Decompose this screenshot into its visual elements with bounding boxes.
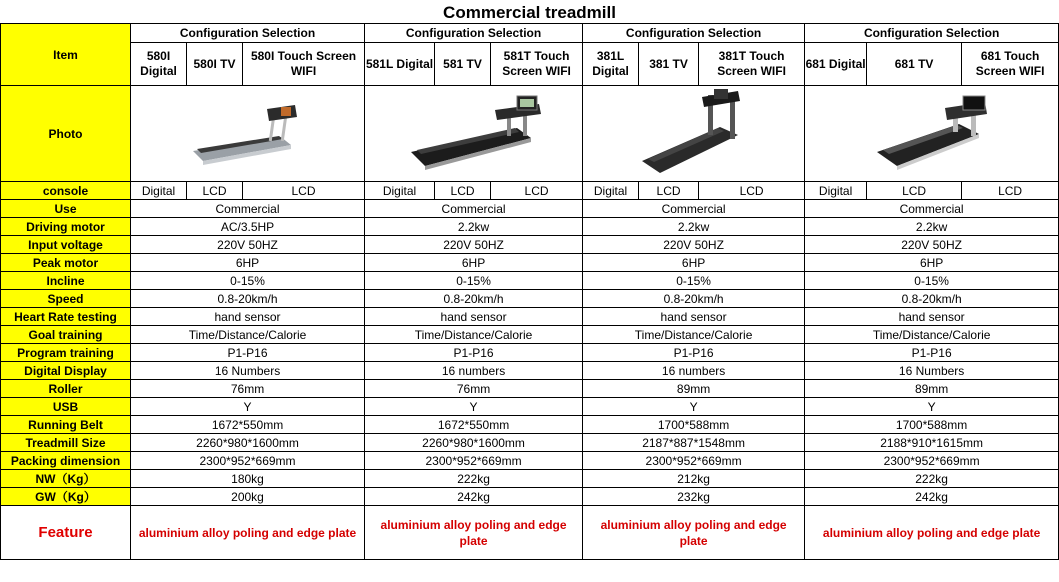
- spec-cell: 1672*550mm: [365, 416, 583, 434]
- spec-cell: 222kg: [365, 470, 583, 488]
- spec-cell: 180kg: [131, 470, 365, 488]
- spec-row: [1, 470, 1059, 488]
- model-name: 681 Digital: [805, 43, 867, 86]
- spec-cell: 1672*550mm: [131, 416, 365, 434]
- spec-cell: 200kg: [131, 488, 365, 506]
- spec-cell: Commercial: [805, 200, 1059, 218]
- console-cell: LCD: [962, 182, 1059, 200]
- row-label: USB: [1, 398, 131, 416]
- console-cell: LCD: [187, 182, 243, 200]
- model-name: 681 TV: [867, 43, 962, 86]
- spec-cell: 2300*952*669mm: [805, 452, 1059, 470]
- feature-cell: aluminium alloy poling and edge plate: [583, 506, 805, 560]
- model-name: 581L Digital: [365, 43, 435, 86]
- spec-row: [1, 398, 1059, 416]
- page-title: Commercial treadmill: [443, 3, 616, 22]
- model-name: 580I Touch Screen WIFI: [243, 43, 365, 86]
- spec-cell: 220V 50HZ: [365, 236, 583, 254]
- console-cell: Digital: [805, 182, 867, 200]
- console-cell: LCD: [699, 182, 805, 200]
- spec-cell: 220V 50HZ: [805, 236, 1059, 254]
- spec-cell: hand sensor: [583, 308, 805, 326]
- spec-cell: 242kg: [805, 488, 1059, 506]
- console-cell: LCD: [491, 182, 583, 200]
- spec-cell: 6HP: [583, 254, 805, 272]
- console-cell: LCD: [243, 182, 365, 200]
- spec-cell: 242kg: [365, 488, 583, 506]
- spec-cell: P1-P16: [365, 344, 583, 362]
- spec-cell: 1700*588mm: [583, 416, 805, 434]
- console-cell: LCD: [639, 182, 699, 200]
- spec-cell: 2300*952*669mm: [583, 452, 805, 470]
- spec-cell: Y: [365, 398, 583, 416]
- model-name: 381 TV: [639, 43, 699, 86]
- spec-cell: Time/Distance/Calorie: [365, 326, 583, 344]
- config-header: Configuration Selection: [365, 24, 583, 43]
- row-label: Goal training: [1, 326, 131, 344]
- feature-cell: aluminium alloy poling and edge plate: [365, 506, 583, 560]
- spec-cell: 220V 50HZ: [583, 236, 805, 254]
- spec-row: [1, 344, 1059, 362]
- spec-cell: 222kg: [805, 470, 1059, 488]
- spec-cell: hand sensor: [365, 308, 583, 326]
- spec-cell: 76mm: [131, 380, 365, 398]
- row-label: Speed: [1, 290, 131, 308]
- spec-cell: 2300*952*669mm: [131, 452, 365, 470]
- row-label: Program training: [1, 344, 131, 362]
- spec-cell: Y: [131, 398, 365, 416]
- row-label: Running Belt: [1, 416, 131, 434]
- config-header: Configuration Selection: [131, 24, 365, 43]
- spec-cell: Time/Distance/Calorie: [131, 326, 365, 344]
- spec-cell: Time/Distance/Calorie: [805, 326, 1059, 344]
- spec-cell: Y: [583, 398, 805, 416]
- spec-row: [1, 416, 1059, 434]
- model-name: 580I Digital: [131, 43, 187, 86]
- console-cell: Digital: [583, 182, 639, 200]
- spec-cell: 89mm: [583, 380, 805, 398]
- row-label: Driving motor: [1, 218, 131, 236]
- row-label: Roller: [1, 380, 131, 398]
- feature-label: Feature: [1, 506, 131, 560]
- row-label: console: [1, 182, 131, 200]
- spec-row: [1, 488, 1059, 506]
- spec-row: [1, 200, 1059, 218]
- model-name: 381L Digital: [583, 43, 639, 86]
- model-name: 580I TV: [187, 43, 243, 86]
- spec-cell: 89mm: [805, 380, 1059, 398]
- spec-cell: Commercial: [365, 200, 583, 218]
- spec-cell: 2187*887*1548mm: [583, 434, 805, 452]
- spec-row: [1, 326, 1059, 344]
- model-name: 681 Touch Screen WIFI: [962, 43, 1059, 86]
- row-label: Peak motor: [1, 254, 131, 272]
- console-cell: Digital: [365, 182, 435, 200]
- treadmill-photo: [131, 86, 365, 182]
- spec-cell: 6HP: [805, 254, 1059, 272]
- spec-cell: 0.8-20km/h: [805, 290, 1059, 308]
- spec-cell: 2.2kw: [583, 218, 805, 236]
- spec-cell: 16 Numbers: [131, 362, 365, 380]
- config-header: Configuration Selection: [805, 24, 1059, 43]
- model-name: 581T Touch Screen WIFI: [491, 43, 583, 86]
- spec-row: [1, 452, 1059, 470]
- spec-cell: Y: [805, 398, 1059, 416]
- spec-row: [1, 290, 1059, 308]
- console-cell: LCD: [867, 182, 962, 200]
- spec-row: [1, 218, 1059, 236]
- row-label: Packing dimension: [1, 452, 131, 470]
- spec-cell: 0.8-20km/h: [583, 290, 805, 308]
- spec-cell: 2.2kw: [365, 218, 583, 236]
- row-label: Treadmill Size: [1, 434, 131, 452]
- spec-row: [1, 308, 1059, 326]
- row-label: Incline: [1, 272, 131, 290]
- spec-cell: AC/3.5HP: [131, 218, 365, 236]
- spec-cell: 16 Numbers: [805, 362, 1059, 380]
- spec-cell: 0-15%: [583, 272, 805, 290]
- row-label: Input voltage: [1, 236, 131, 254]
- item-header: Item: [1, 24, 131, 86]
- spec-cell: P1-P16: [131, 344, 365, 362]
- spec-cell: 2260*980*1600mm: [131, 434, 365, 452]
- spec-cell: 0-15%: [805, 272, 1059, 290]
- row-label: NW（Kg）: [1, 470, 131, 488]
- row-label: GW（Kg）: [1, 488, 131, 506]
- spec-cell: 76mm: [365, 380, 583, 398]
- row-label: Use: [1, 200, 131, 218]
- spec-cell: 0-15%: [131, 272, 365, 290]
- spec-row: [1, 254, 1059, 272]
- console-cell: LCD: [435, 182, 491, 200]
- spec-row: [1, 236, 1059, 254]
- spec-table: [0, 23, 1059, 560]
- spec-cell: 0.8-20km/h: [131, 290, 365, 308]
- console-cell: Digital: [131, 182, 187, 200]
- spec-cell: 220V 50HZ: [131, 236, 365, 254]
- spec-cell: 2260*980*1600mm: [365, 434, 583, 452]
- spec-cell: Time/Distance/Calorie: [583, 326, 805, 344]
- row-label: Digital Display: [1, 362, 131, 380]
- treadmill-photo: [365, 86, 583, 182]
- spec-row: [1, 362, 1059, 380]
- row-label: Heart Rate testing: [1, 308, 131, 326]
- spec-cell: 16 numbers: [365, 362, 583, 380]
- spec-cell: 1700*588mm: [805, 416, 1059, 434]
- spec-cell: P1-P16: [583, 344, 805, 362]
- spec-cell: Commercial: [583, 200, 805, 218]
- spec-row: [1, 434, 1059, 452]
- spec-cell: 232kg: [583, 488, 805, 506]
- spec-cell: 0.8-20km/h: [365, 290, 583, 308]
- spec-cell: 2.2kw: [805, 218, 1059, 236]
- model-name: 581 TV: [435, 43, 491, 86]
- spec-cell: 16 numbers: [583, 362, 805, 380]
- spec-cell: 2188*910*1615mm: [805, 434, 1059, 452]
- spec-row: [1, 272, 1059, 290]
- config-header: Configuration Selection: [583, 24, 805, 43]
- feature-cell: aluminium alloy poling and edge plate: [131, 506, 365, 560]
- spec-row: [1, 380, 1059, 398]
- spec-cell: 2300*952*669mm: [365, 452, 583, 470]
- spec-cell: Commercial: [131, 200, 365, 218]
- spec-cell: P1-P16: [805, 344, 1059, 362]
- feature-cell: aluminium alloy poling and edge plate: [805, 506, 1059, 560]
- treadmill-photo: [583, 86, 805, 182]
- spec-cell: hand sensor: [805, 308, 1059, 326]
- photo-label: Photo: [1, 86, 131, 182]
- spec-cell: hand sensor: [131, 308, 365, 326]
- treadmill-photo: [805, 86, 1059, 182]
- model-name: 381T Touch Screen WIFI: [699, 43, 805, 86]
- spec-cell: 212kg: [583, 470, 805, 488]
- spec-cell: 6HP: [365, 254, 583, 272]
- spec-cell: 0-15%: [365, 272, 583, 290]
- spec-cell: 6HP: [131, 254, 365, 272]
- spec-row: [1, 182, 1059, 200]
